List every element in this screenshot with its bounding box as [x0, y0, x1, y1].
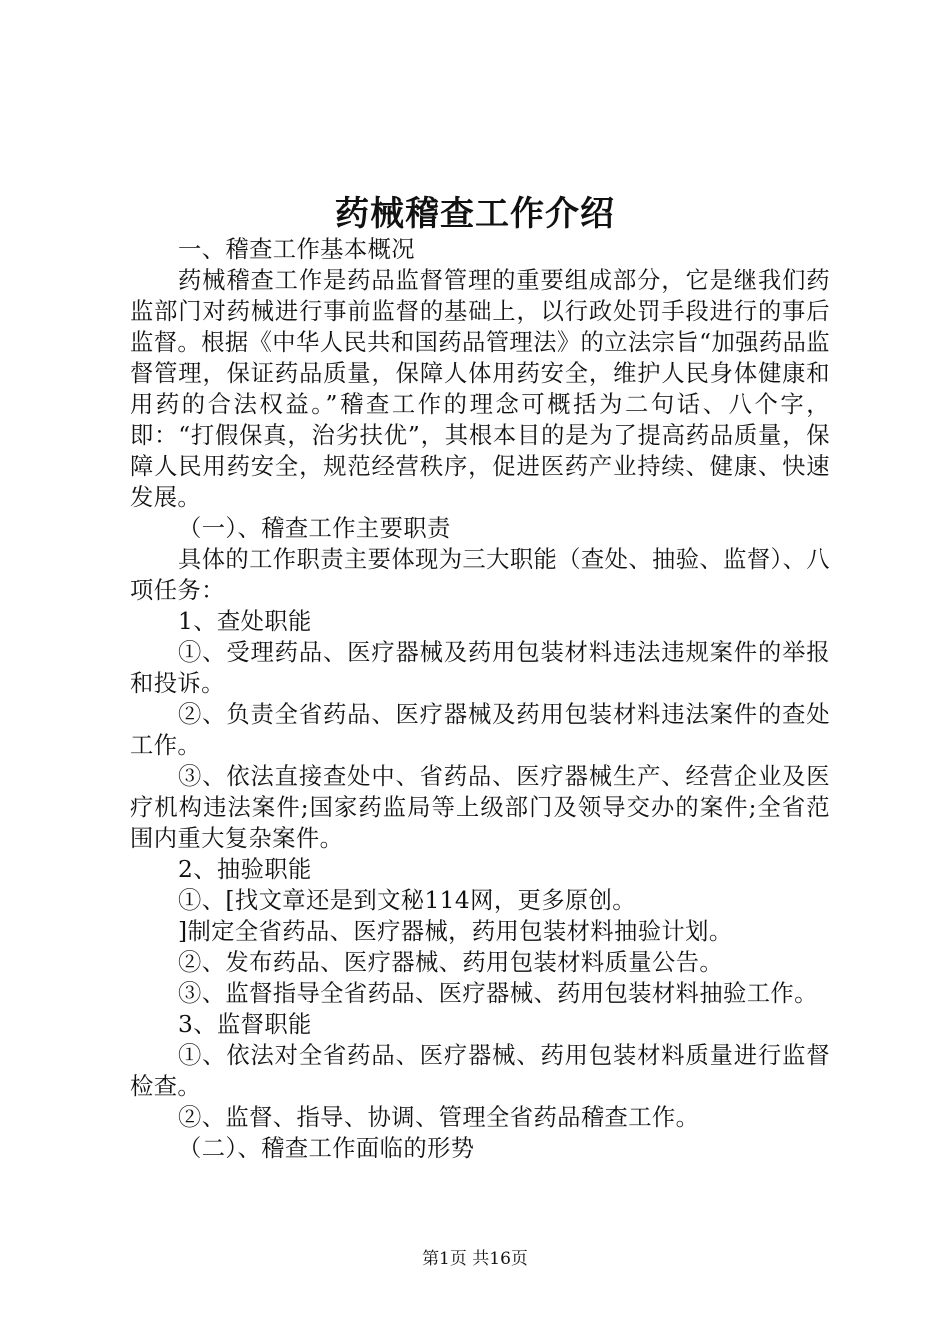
item-heading: 2、抽验职能	[178, 856, 312, 883]
document-title: 药械稽查工作介绍	[335, 194, 615, 234]
list-item: ②、发布药品、医疗器械、药用包装材料质量公告。	[178, 949, 724, 976]
list-item: ③、依法直接查处中、省药品、医疗器械生产、经营企业及医疗机构违法案件;国家药监局等上级部门及领导交办的案件;全省范围内重大复杂案件。	[130, 763, 830, 852]
subsection-heading: （二）、稽查工作面临的形势	[178, 1135, 475, 1162]
body-paragraph: 具体的工作职责主要体现为三大职能（查处、抽验、监督）、八项任务：	[130, 546, 830, 604]
item-heading: 1、查处职能	[178, 608, 312, 635]
list-item: ①、依法对全省药品、医疗器械、药用包装材料质量进行监督检查。	[130, 1042, 830, 1100]
section-heading: 一、稽查工作基本概况	[178, 236, 415, 263]
page-footer: 第1页 共16页	[422, 1249, 528, 1269]
item-heading: 3、监督职能	[178, 1011, 312, 1038]
list-item: ②、负责全省药品、医疗器械及药用包装材料违法案件的查处工作。	[130, 701, 830, 759]
subsection-heading: （一）、稽查工作主要职责	[178, 515, 451, 542]
document-body	[130, 234, 830, 1164]
list-item: ①、受理药品、医疗器械及药用包装材料违法违规案件的举报和投诉。	[130, 639, 830, 697]
body-paragraph: 药械稽查工作是药品监督管理的重要组成部分，它是继我们药监部门对药械进行事前监督的基础上，以行政处罚手段进行的事后监督。根据《中华人民共和国药品管理法》的立法宗旨“加强药品监督管理，保证药品质量，保障人体用药安全，维护人民身体健康和用药的合法权益。”稽查工作的理念可概括为二句话、八个字，即：“打假保真，治劣扶优”，其根本目的是为了提高药品质量，保障人民用药安全，规范经营秩序，促进医药产业持续、健康、快速发展。	[130, 267, 830, 511]
list-item: ③、监督指导全省药品、医疗器械、药用包装材料抽验工作。	[178, 980, 818, 1007]
list-item: ②、监督、指导、协调、管理全省药品稽查工作。	[178, 1104, 700, 1131]
list-item: ]制定全省药品、医疗器械，药用包装材料抽验计划。	[178, 918, 733, 945]
list-item: ①、[找文章还是到文秘114网，更多原创。	[178, 887, 637, 914]
